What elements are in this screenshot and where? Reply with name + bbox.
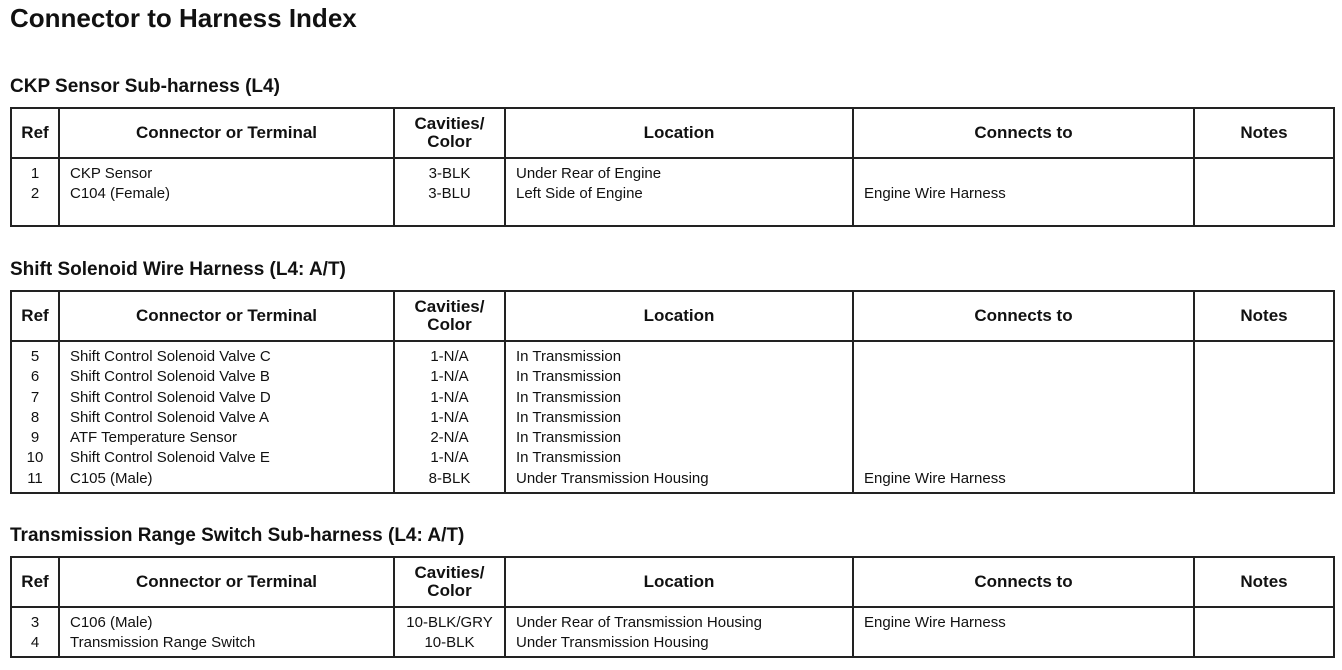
harness-table-range-switch [10, 556, 1335, 658]
column-header-location [505, 108, 853, 158]
column-header-label: Ref [21, 123, 49, 142]
cell-notes [1194, 158, 1334, 184]
cell-notes [1194, 388, 1334, 408]
cell-location: In Transmission [505, 428, 853, 448]
cell-location: In Transmission [505, 367, 853, 387]
column-header-cavities [394, 108, 505, 158]
empty-cell [59, 654, 394, 657]
column-header-ref [11, 108, 59, 158]
cell-ref: 1 [11, 158, 59, 184]
empty-cell [853, 489, 1194, 493]
column-header-cavities [394, 291, 505, 341]
column-header-notes [1194, 557, 1334, 607]
empty-cell [11, 654, 59, 657]
column-header-label: Cavities/ [414, 297, 485, 316]
cell-connector: Shift Control Solenoid Valve C [59, 341, 394, 367]
cell-notes [1194, 469, 1334, 489]
cell-connects-to [853, 428, 1194, 448]
cell-connects-to: Engine Wire Harness [853, 607, 1194, 633]
cell-connects-to: Engine Wire Harness [853, 184, 1194, 204]
column-header-connects-to [853, 557, 1194, 607]
cell-ref: 7 [11, 388, 59, 408]
harness-table-ckp [10, 107, 1335, 227]
cell-connector: Shift Control Solenoid Valve B [59, 367, 394, 387]
cell-cavities: 8-BLK [394, 469, 505, 489]
table-filler-row [11, 205, 1334, 226]
column-header-label: Connector or Terminal [135, 123, 318, 142]
empty-cell [505, 489, 853, 493]
column-header-label: Location [643, 123, 715, 142]
section-title-ckp: CKP Sensor Sub-harness (L4) [10, 76, 280, 97]
column-header-label: Ref [21, 572, 49, 591]
cell-notes [1194, 428, 1334, 448]
empty-cell [1194, 205, 1334, 226]
empty-cell [505, 205, 853, 226]
column-header-label: Color [427, 581, 472, 600]
column-header-label: Connector or Terminal [135, 572, 318, 591]
cell-connects-to [853, 388, 1194, 408]
harness-table-shift-solenoid [10, 290, 1335, 494]
table-row [11, 158, 1334, 184]
table-row [11, 408, 1334, 428]
column-header-label: Location [643, 572, 715, 591]
empty-cell [505, 654, 853, 657]
column-header-ref [11, 557, 59, 607]
table-row [11, 341, 1334, 367]
cell-notes [1194, 408, 1334, 428]
table-row [11, 428, 1334, 448]
column-header-label: Connects to [974, 306, 1073, 325]
cell-location: Under Rear of Engine [505, 158, 853, 184]
table-header-row [11, 557, 1334, 607]
cell-connects-to [853, 367, 1194, 387]
cell-notes [1194, 341, 1334, 367]
empty-cell [853, 205, 1194, 226]
column-header-connector [59, 557, 394, 607]
cell-ref: 4 [11, 633, 59, 653]
column-header-connects-to [853, 291, 1194, 341]
column-header-location [505, 557, 853, 607]
cell-connector: Shift Control Solenoid Valve A [59, 408, 394, 428]
column-header-connector [59, 108, 394, 158]
cell-ref: 6 [11, 367, 59, 387]
cell-connector: CKP Sensor [59, 158, 394, 184]
cell-location: In Transmission [505, 341, 853, 367]
table-row [11, 607, 1334, 633]
cell-connector: ATF Temperature Sensor [59, 428, 394, 448]
column-header-notes [1194, 108, 1334, 158]
empty-cell [59, 489, 394, 493]
column-header-label: Notes [1240, 123, 1288, 142]
cell-location: In Transmission [505, 408, 853, 428]
column-header-label: Cavities/ [414, 563, 485, 582]
table-row [11, 448, 1334, 468]
cell-cavities: 1-N/A [394, 341, 505, 367]
cell-cavities: 1-N/A [394, 388, 505, 408]
cell-connects-to [853, 158, 1194, 184]
cell-connects-to [853, 633, 1194, 653]
column-header-ref [11, 291, 59, 341]
table-filler-row [11, 489, 1334, 493]
cell-connector: Transmission Range Switch [59, 633, 394, 653]
cell-connector: Shift Control Solenoid Valve E [59, 448, 394, 468]
column-header-connects-to [853, 108, 1194, 158]
cell-ref: 5 [11, 341, 59, 367]
empty-cell [394, 205, 505, 226]
column-header-label: Color [427, 315, 472, 334]
table-row [11, 367, 1334, 387]
cell-location: Under Transmission Housing [505, 469, 853, 489]
cell-ref: 11 [11, 469, 59, 489]
empty-cell [1194, 654, 1334, 657]
cell-cavities: 2-N/A [394, 428, 505, 448]
column-header-cavities [394, 557, 505, 607]
column-header-label: Notes [1240, 306, 1288, 325]
cell-notes [1194, 607, 1334, 633]
cell-notes [1194, 367, 1334, 387]
cell-cavities: 3-BLK [394, 158, 505, 184]
column-header-label: Notes [1240, 572, 1288, 591]
section-title-shift-solenoid: Shift Solenoid Wire Harness (L4: A/T) [10, 259, 346, 280]
cell-ref: 3 [11, 607, 59, 633]
empty-cell [853, 654, 1194, 657]
empty-cell [11, 489, 59, 493]
table-row [11, 633, 1334, 653]
column-header-location [505, 291, 853, 341]
cell-cavities: 10-BLK/GRY [394, 607, 505, 633]
column-header-label: Ref [21, 306, 49, 325]
cell-cavities: 10-BLK [394, 633, 505, 653]
column-header-label: Location [643, 306, 715, 325]
cell-connector: C106 (Male) [59, 607, 394, 633]
column-header-notes [1194, 291, 1334, 341]
cell-cavities: 1-N/A [394, 448, 505, 468]
table-row [11, 184, 1334, 204]
cell-notes [1194, 448, 1334, 468]
column-header-label: Cavities/ [414, 114, 485, 133]
cell-connects-to: Engine Wire Harness [853, 469, 1194, 489]
cell-notes [1194, 184, 1334, 204]
empty-cell [394, 654, 505, 657]
cell-ref: 10 [11, 448, 59, 468]
cell-location: In Transmission [505, 448, 853, 468]
table-header-row [11, 108, 1334, 158]
cell-connector: C104 (Female) [59, 184, 394, 204]
empty-cell [394, 489, 505, 493]
cell-location: In Transmission [505, 388, 853, 408]
cell-connects-to [853, 448, 1194, 468]
cell-ref: 8 [11, 408, 59, 428]
column-header-label: Color [427, 132, 472, 151]
cell-connector: C105 (Male) [59, 469, 394, 489]
section-title-range-switch: Transmission Range Switch Sub-harness (L4: A/T) [10, 525, 465, 546]
cell-connects-to [853, 408, 1194, 428]
empty-cell [1194, 489, 1334, 493]
cell-cavities: 1-N/A [394, 408, 505, 428]
table-header-row [11, 291, 1334, 341]
column-header-label: Connects to [974, 572, 1073, 591]
column-header-label: Connector or Terminal [135, 306, 318, 325]
cell-cavities: 1-N/A [394, 367, 505, 387]
column-header-connector [59, 291, 394, 341]
cell-location: Left Side of Engine [505, 184, 853, 204]
table-row [11, 388, 1334, 408]
column-header-label: Connects to [974, 123, 1073, 142]
cell-ref: 9 [11, 428, 59, 448]
cell-notes [1194, 633, 1334, 653]
empty-cell [59, 205, 394, 226]
cell-connector: Shift Control Solenoid Valve D [59, 388, 394, 408]
cell-connects-to [853, 341, 1194, 367]
cell-cavities: 3-BLU [394, 184, 505, 204]
cell-location: Under Rear of Transmission Housing [505, 607, 853, 633]
cell-ref: 2 [11, 184, 59, 204]
table-filler-row [11, 654, 1334, 657]
cell-location: Under Transmission Housing [505, 633, 853, 653]
table-row [11, 469, 1334, 489]
page-title: Connector to Harness Index [10, 3, 357, 33]
empty-cell [11, 205, 59, 226]
